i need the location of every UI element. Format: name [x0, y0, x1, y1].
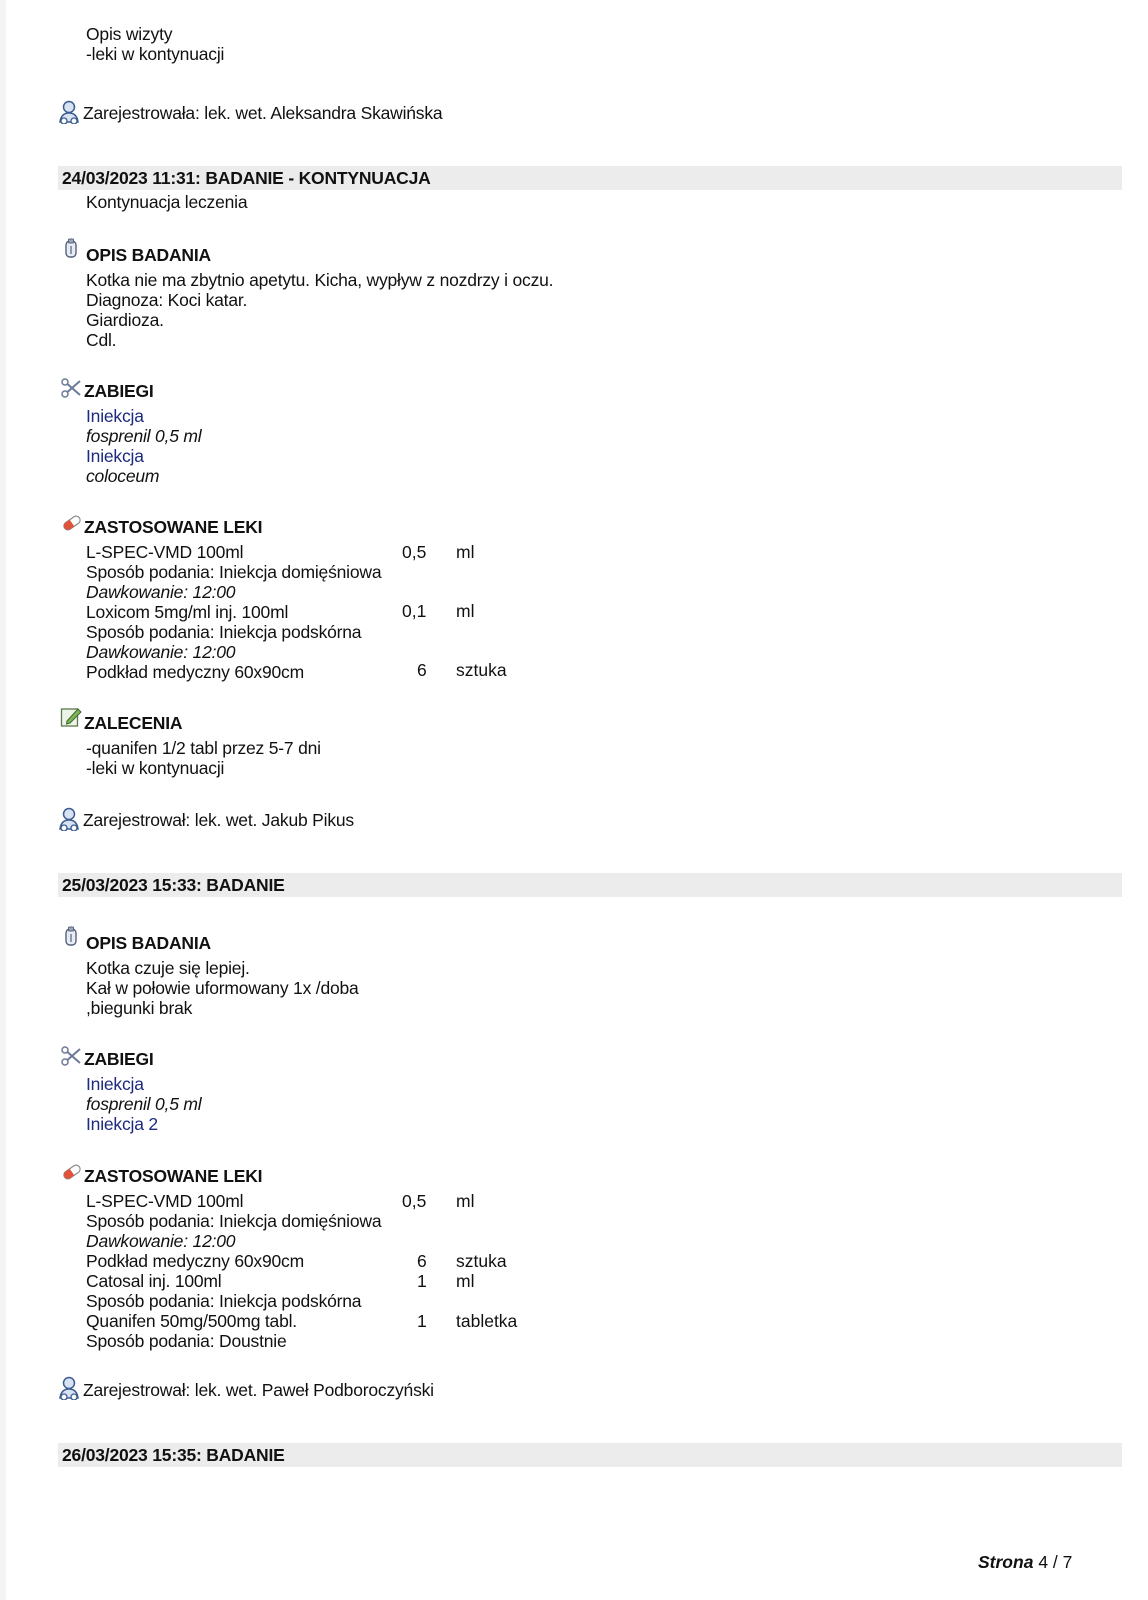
meds-section-title: ZASTOSOWANE LEKI	[84, 1166, 263, 1186]
med-name: Loxicom 5mg/ml inj. 100ml	[86, 602, 289, 622]
scissors-icon	[61, 378, 83, 398]
med-unit: ml	[456, 1191, 475, 1211]
med-unit: sztuka	[456, 1251, 507, 1271]
exam-section-title: OPIS BADANIA	[86, 933, 211, 953]
pill-icon	[61, 1163, 83, 1181]
med-unit: ml	[456, 542, 475, 562]
person-icon	[58, 807, 84, 831]
med-unit: tabletka	[456, 1311, 518, 1331]
procedure-name: Iniekcja 2	[86, 1114, 158, 1134]
med-name: Quanifen 50mg/500mg tabl.	[86, 1311, 297, 1331]
exam-description: Kotka czuje się lepiej. Kał w połowie uformowany 1x /doba ,biegunki brak	[86, 958, 359, 1018]
med-route: Sposób podania: Iniekcja domięśniowa	[86, 562, 382, 582]
procedure-detail: fosprenil 0,5 ml	[86, 1094, 202, 1114]
recommendations-list: -quanifen 1/2 tabl przez 5-7 dni -leki w kontynuacji	[86, 738, 321, 778]
person-icon	[58, 100, 84, 124]
page-label: Strona	[978, 1552, 1034, 1572]
med-dose: Dawkowanie: 12:00	[86, 1231, 236, 1251]
med-name: Podkład medyczny 60x90cm	[86, 662, 304, 682]
page-total: / 7	[1052, 1552, 1073, 1572]
recommendations-section-title: ZALECENIA	[84, 713, 183, 733]
pill-icon	[61, 514, 83, 532]
procedures-section-title: ZABIEGI	[84, 381, 154, 401]
med-route: Sposób podania: Doustnie	[86, 1331, 287, 1351]
med-qty: 6	[417, 660, 427, 680]
med-route: Sposób podania: Iniekcja domięśniowa	[86, 1211, 382, 1231]
procedures-list	[86, 1074, 201, 1134]
pencil-note-icon	[60, 706, 82, 728]
procedure-name: Iniekcja	[86, 406, 144, 426]
visit-description: Opis wizyty -leki w kontynuacji	[86, 24, 225, 64]
person-icon	[58, 1376, 84, 1400]
procedure-name: Iniekcja	[86, 1074, 144, 1094]
scissors-icon	[61, 1046, 83, 1066]
entry-header: 25/03/2023 15:33: BADANIE	[58, 873, 1122, 897]
med-name: L-SPEC-VMD 100ml	[86, 1191, 244, 1211]
clipboard-icon	[64, 926, 78, 948]
entry-header: 24/03/2023 11:31: BADANIE - KONTYNUACJA	[58, 166, 1122, 190]
exam-section-title: OPIS BADANIA	[86, 245, 211, 265]
meds-list	[86, 1191, 381, 1351]
med-qty: 0,1	[402, 601, 427, 621]
med-dose: Dawkowanie: 12:00	[86, 582, 236, 602]
med-route: Sposób podania: Iniekcja podskórna	[86, 1291, 362, 1311]
procedures-list	[86, 406, 201, 486]
med-qty: 1	[417, 1311, 427, 1331]
procedure-name: Iniekcja	[86, 446, 144, 466]
entry-subtitle: Kontynuacja leczenia	[86, 192, 248, 212]
med-unit: sztuka	[456, 660, 507, 680]
document-page	[6, 0, 1148, 1600]
registered-by: Zarejestrował: lek. wet. Paweł Podboroczyński	[83, 1380, 434, 1400]
page-number	[978, 1552, 1072, 1573]
med-qty: 0,5	[402, 1191, 427, 1211]
procedure-detail: coloceum	[86, 466, 160, 486]
med-dose: Dawkowanie: 12:00	[86, 642, 236, 662]
med-name: Catosal inj. 100ml	[86, 1271, 222, 1291]
med-name: L-SPEC-VMD 100ml	[86, 542, 244, 562]
med-qty: 6	[417, 1251, 427, 1271]
med-unit: ml	[456, 1271, 475, 1291]
registered-by: Zarejestrował: lek. wet. Jakub Pikus	[83, 810, 354, 830]
entry-header: 26/03/2023 15:35: BADANIE	[58, 1443, 1122, 1467]
procedures-section-title: ZABIEGI	[84, 1049, 154, 1069]
med-qty: 0,5	[402, 542, 427, 562]
med-route: Sposób podania: Iniekcja podskórna	[86, 622, 362, 642]
page-current: 4	[1038, 1552, 1049, 1572]
med-qty: 1	[417, 1271, 427, 1291]
meds-list	[86, 542, 381, 682]
registered-by: Zarejestrowała: lek. wet. Aleksandra Skawińska	[83, 103, 443, 123]
med-name: Podkład medyczny 60x90cm	[86, 1251, 304, 1271]
med-unit: ml	[456, 601, 475, 621]
exam-description: Kotka nie ma zbytnio apetytu. Kicha, wypływ z nozdrzy i oczu. Diagnoza: Koci katar. Giardioza. Cdl.	[86, 270, 554, 350]
clipboard-icon	[64, 238, 78, 260]
procedure-detail: fosprenil 0,5 ml	[86, 426, 202, 446]
meds-section-title: ZASTOSOWANE LEKI	[84, 517, 263, 537]
